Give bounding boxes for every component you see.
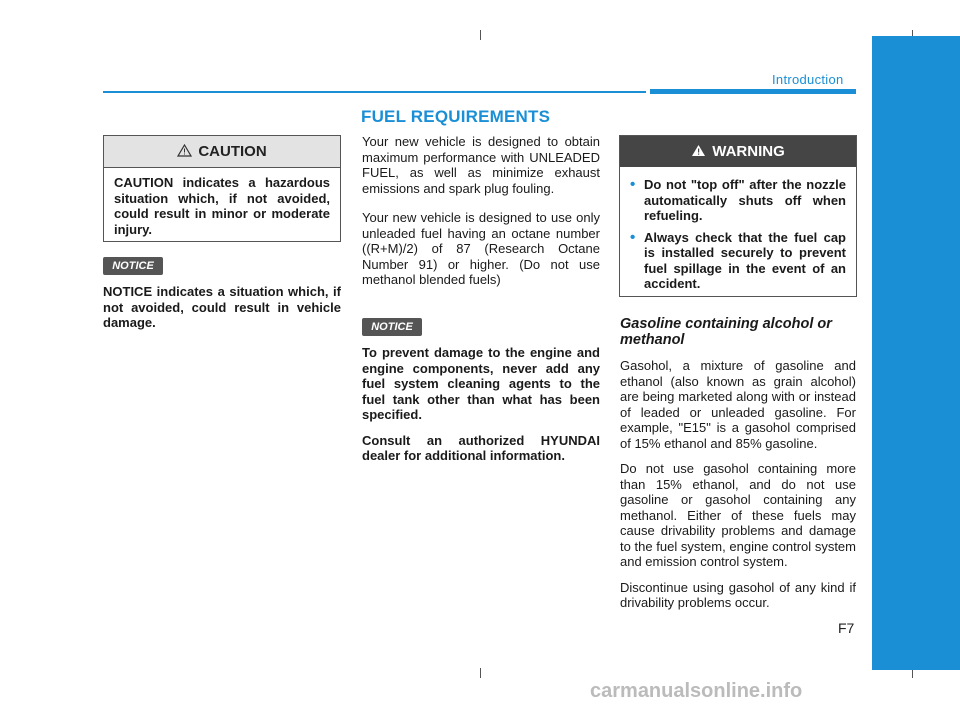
gasohol-paragraph-2: Do not use gasohol containing more than 15% ethanol, and do not use gasoline or gasohol containing any methanol. Either of these fuels may cause drivability problems and damage to the fuel system, engine control system and emission control system. [620, 461, 856, 569]
section-label: Introduction [772, 72, 844, 87]
header-rule-thick [650, 89, 856, 94]
chapter-sidebar [872, 36, 960, 670]
crop-mark-top [480, 30, 481, 40]
warning-header [620, 136, 856, 167]
gasohol-paragraph-3: Discontinue using gasohol of any kind if drivability problems occur. [620, 579, 856, 610]
notice-badge-2: NOTICE [362, 318, 422, 336]
notice-badge: NOTICE [103, 257, 163, 275]
warning-bullet-text: Always check that the fuel cap is installed securely to prevent fuel spillage in the event of an accident. [644, 229, 846, 291]
caution-header [104, 136, 340, 168]
warning-bullet-text: Do not "top off" after the nozzle automatically shuts off when refueling. [644, 177, 846, 223]
warning-triangle-outline-icon [177, 144, 192, 160]
caution-title: CAUTION [198, 143, 267, 160]
warning-box [619, 135, 857, 297]
notice-paragraph-1: To prevent damage to the engine and engine components, never add any fuel system cleaning agents to the fuel tank other than what has been specified. [362, 345, 600, 422]
warning-bullet [630, 230, 846, 292]
gasohol-paragraph-1: Gasohol, a mixture of gasoline and ethanol (also known as grain alcohol) are being marketed along with or instead of leaded or unleaded gasoline. For example, "E15" is a gasohol comprised of 15% ethanol and 85% gasoline. [620, 358, 856, 451]
page-number: F7 [838, 620, 855, 636]
gasohol-subheading: Gasoline containing alcohol or methanol [620, 316, 832, 348]
warning-body [620, 167, 856, 292]
fuel-paragraph-1: Your new vehicle is designed to obtain maximum performance with UNLEADED FUEL, as well as minimize exhaust emissions and spark plug fouling. [362, 134, 600, 196]
notice-paragraph-2: Consult an authorized HYUNDAI dealer for additional information. [362, 432, 600, 463]
notice-text [103, 284, 341, 341]
bullet-dot-icon: • [630, 176, 636, 193]
page-title: FUEL REQUIREMENTS [361, 107, 551, 126]
column-2 [362, 134, 600, 298]
bullet-dot-icon: • [630, 228, 636, 246]
warning-bullet [630, 177, 846, 224]
caution-box [103, 135, 341, 242]
watermark: carmanualsonline.info [590, 680, 803, 702]
warning-triangle-filled-icon [691, 144, 706, 160]
warning-title: WARNING [712, 143, 785, 160]
crop-mark-bottom [480, 668, 481, 678]
header-rule [103, 91, 646, 93]
caution-body: CAUTION indicates a hazardous situation which, if not avoided, could result in minor or moderate injury. [114, 175, 330, 237]
fuel-paragraph-2: Your new vehicle is designed to use only unleaded fuel having an octane number ((R+M)/2) of 87 (Research Octane Number 91) or higher. (Do not use methanol blended fuels) [362, 210, 600, 287]
column-3 [620, 316, 856, 621]
column-2-notice [362, 345, 600, 474]
notice-definition: NOTICE indicates a situation which, if not avoided, could result in vehicle damage. [103, 284, 341, 330]
